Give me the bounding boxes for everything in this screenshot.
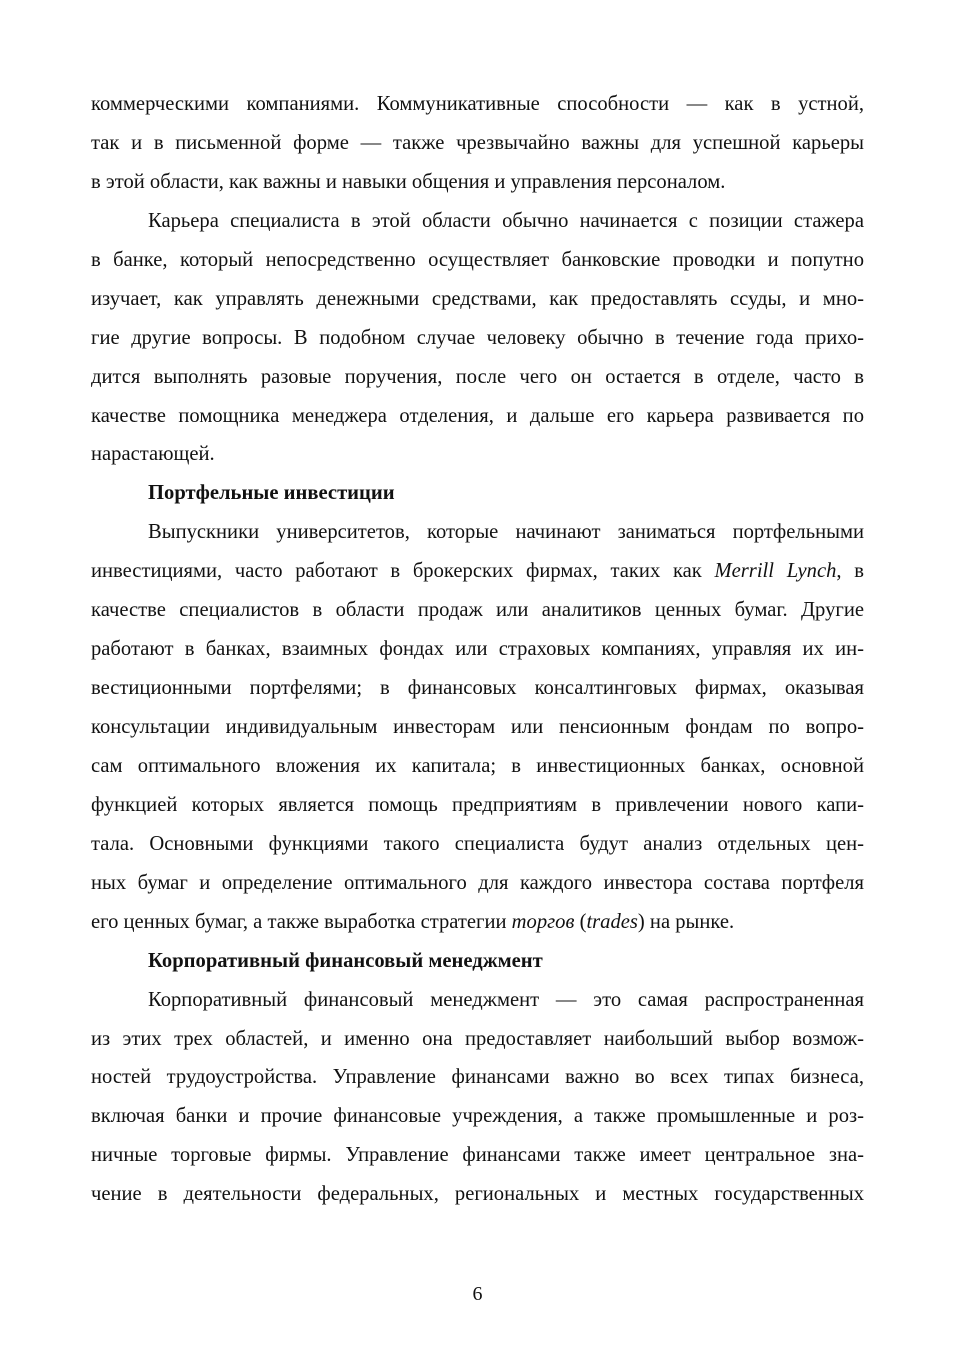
paragraph-line <box>91 552 864 591</box>
paragraph-line: из этих трех областей, и именно она предоставляет наибольший выбор возмож- <box>91 1027 864 1050</box>
paragraph-line: в банке, который непосредственно осуществляет банковские проводки и попутно <box>91 248 864 271</box>
text-run: ) на рынке. <box>637 910 735 933</box>
paragraph-line: ничные торговые фирмы. Управление финансами также имеет центральное зна- <box>91 1144 864 1167</box>
paragraph-line: качестве специалистов в области продаж или аналитиков ценных бумаг. Другие <box>91 599 864 622</box>
paragraph-line: в этой области, как важны и навыки общения и управления персоналом. <box>91 170 726 193</box>
text-run: его ценных бумаг, а также выработка стратегии <box>91 910 512 933</box>
paragraph-line: функцией которых является помощь предприятиям в привлечении нового капи- <box>91 793 864 816</box>
paragraph-line: включая банки и прочие финансовые учреждения, а также промышленные и роз- <box>91 1105 864 1128</box>
paragraph-line: изучает, как управлять денежными средствами, как предоставлять ссуды, и мно- <box>91 287 864 310</box>
paragraph-line <box>91 903 864 942</box>
paragraph-line: сам оптимального вложения их капитала; в инвестиционных банках, основной <box>91 754 864 777</box>
paragraph-line: гие другие вопросы. В подобном случае человеку обычно в течение года прихо- <box>91 326 864 349</box>
text-run: ( <box>574 910 587 933</box>
paragraph-line: работают в банках, взаимных фондах или страховых компаниях, управляя их ин- <box>91 638 864 661</box>
text-run: , в <box>836 560 864 583</box>
paragraph-line: консультации индивидуальным инвесторам или пенсионным фондам по вопро- <box>91 716 864 738</box>
paragraph-line: чение в деятельности федеральных, региональных и местных государственных <box>91 1183 864 1206</box>
section-heading: Портфельные инвестиции <box>148 482 395 505</box>
section-heading: Корпоративный финансовый менеджмент <box>148 949 543 972</box>
paragraph-line: вестиционными портфелями; в финансовых консалтинговых фирмах, оказывая <box>91 677 864 700</box>
paragraph-line: Корпоративный финансовый менеджмент — это самая распространенная <box>148 988 864 1011</box>
italic-text: trades <box>586 910 638 933</box>
paragraph-line: Выпускники университетов, которые начинают заниматься портфельными <box>148 521 864 544</box>
italic-text: торгов <box>511 910 575 933</box>
paragraph-line: тала. Основными функциями такого специалиста будут анализ отдельных цен- <box>91 832 864 855</box>
italic-text: Merrill Lynch <box>714 560 837 583</box>
page-body <box>91 85 864 1214</box>
paragraph-line: дится выполнять разовые поручения, после чего он остается в отделе, часто в <box>91 365 864 388</box>
text-run: инвестициями, часто работают в брокерских фирмах, таких как <box>91 560 715 583</box>
page-number: 6 <box>472 1283 483 1305</box>
paragraph-line: ных бумаг и определение оптимального для каждого инвестора состава портфеля <box>91 871 864 894</box>
paragraph-line: Карьера специалиста в этой области обычно начинается с позиции стажера <box>148 209 864 232</box>
paragraph-line: нарастающей. <box>91 443 215 466</box>
paragraph-line: коммерческими компаниями. Коммуникативные способности — как в устной, <box>91 93 864 115</box>
paragraph-line: качестве помощника менеджера отделения, и дальше его карьера развивается по <box>91 404 864 427</box>
paragraph-line: ностей трудоустройства. Управление финансами важно во всех типах бизнеса, <box>91 1066 864 1089</box>
paragraph-line: так и в письменной форме — также чрезвычайно важны для успешной карьеры <box>91 131 864 154</box>
